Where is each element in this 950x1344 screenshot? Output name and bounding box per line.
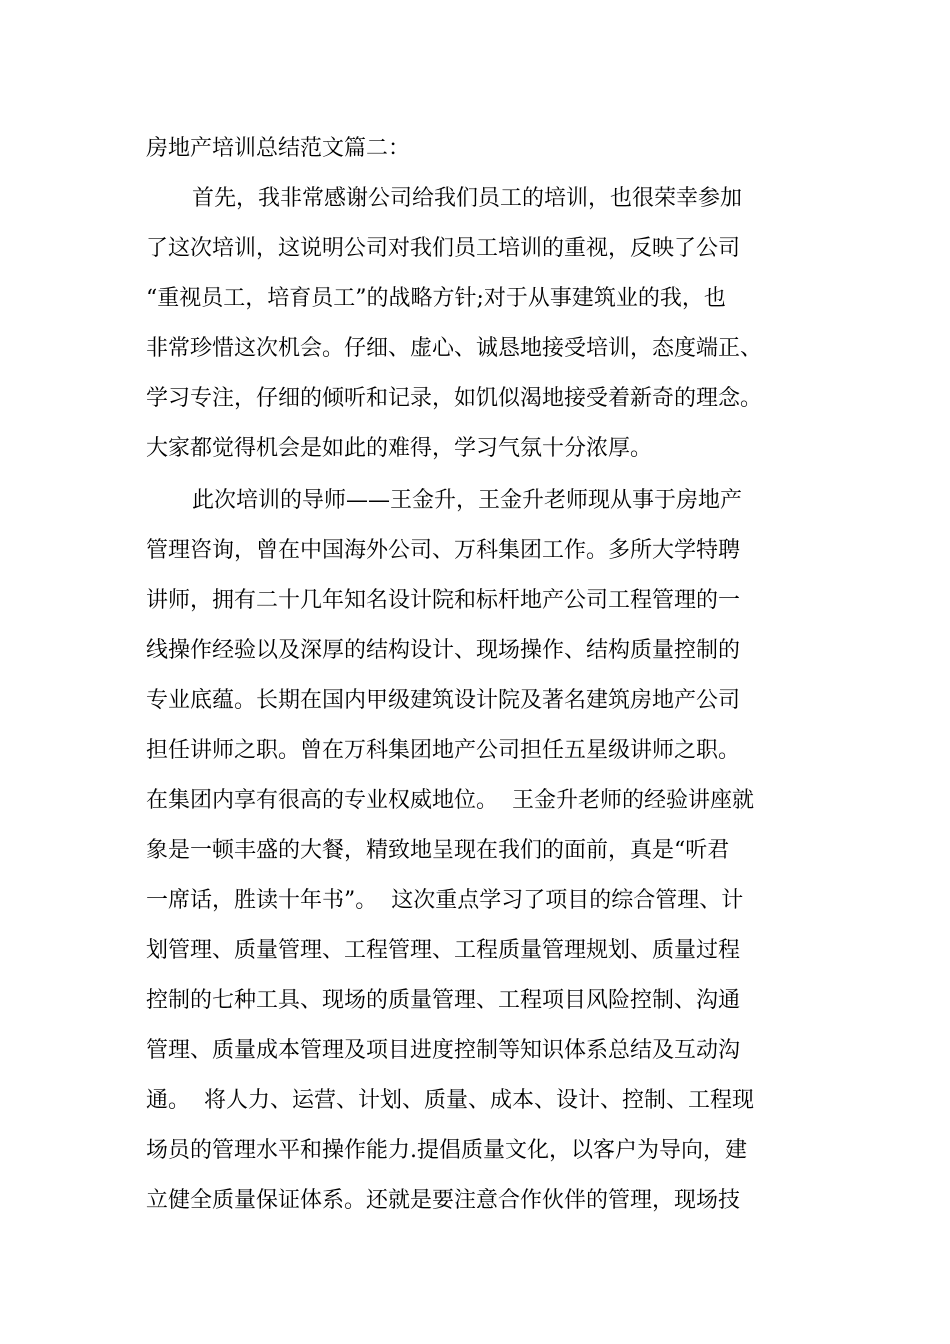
text-line: 担任讲师之职。曾在万科集团地产公司担任五星级讲师之职。 bbox=[146, 738, 741, 763]
text-line: 控制的七种工具、现场的质量管理、工程项目风险控制、沟通 bbox=[146, 988, 741, 1013]
text-line: 通。 将人力、运营、计划、质量、成本、设计、控制、工程现 bbox=[146, 1088, 754, 1113]
text-line: 管理、质量成本管理及项目进度控制等知识体系总结及互动沟 bbox=[146, 1038, 741, 1063]
text-line: 专业底蕴。长期在国内甲级建筑设计院及著名建筑房地产公司 bbox=[146, 688, 741, 713]
text-line: 象是一顿丰盛的大餐，精致地呈现在我们的面前，真是“听君 bbox=[146, 838, 730, 863]
document-heading: 房地产培训总结范文篇二： bbox=[146, 136, 411, 161]
text-line: 立健全质量保证体系。还就是要注意合作伙伴的管理，现场技 bbox=[146, 1188, 741, 1213]
text-line: “重视员工，培育员工”的战略方针;对于从事建筑业的我，也 bbox=[146, 286, 726, 311]
text-line: 线操作经验以及深厚的结构设计、现场操作、结构质量控制的 bbox=[146, 638, 741, 663]
text-line: 此次培训的导师——王金升，王金升老师现从事于房地产 bbox=[192, 488, 743, 513]
text-line: 一席话，胜读十年书”。 这次重点学习了项目的综合管理、计 bbox=[146, 888, 744, 913]
text-line: 场员的管理水平和操作能力.提倡质量文化，以客户为导向，建 bbox=[146, 1138, 747, 1163]
text-line: 讲师，拥有二十几年知名设计院和标杆地产公司工程管理的一 bbox=[146, 588, 741, 613]
text-line: 大家都觉得机会是如此的难得，学习气氛十分浓厚。 bbox=[146, 436, 653, 461]
text-line: 首先，我非常感谢公司给我们员工的培训，也很荣幸参加 bbox=[192, 186, 743, 211]
text-line: 学习专注，仔细的倾听和记录，如饥似渴地接受着新奇的理念。 bbox=[146, 386, 763, 411]
text-line: 了这次培训，这说明公司对我们员工培训的重视，反映了公司 bbox=[146, 236, 741, 261]
text-line: 划管理、质量管理、工程管理、工程质量管理规划、质量过程 bbox=[146, 938, 741, 963]
text-line: 非常珍惜这次机会。仔细、虚心、诚恳地接受培训，态度端正、 bbox=[146, 336, 763, 361]
text-line: 管理咨询，曾在中国海外公司、万科集团工作。多所大学特聘 bbox=[146, 538, 741, 563]
text-line: 在集团内享有很高的专业权威地位。 王金升老师的经验讲座就 bbox=[146, 788, 754, 813]
